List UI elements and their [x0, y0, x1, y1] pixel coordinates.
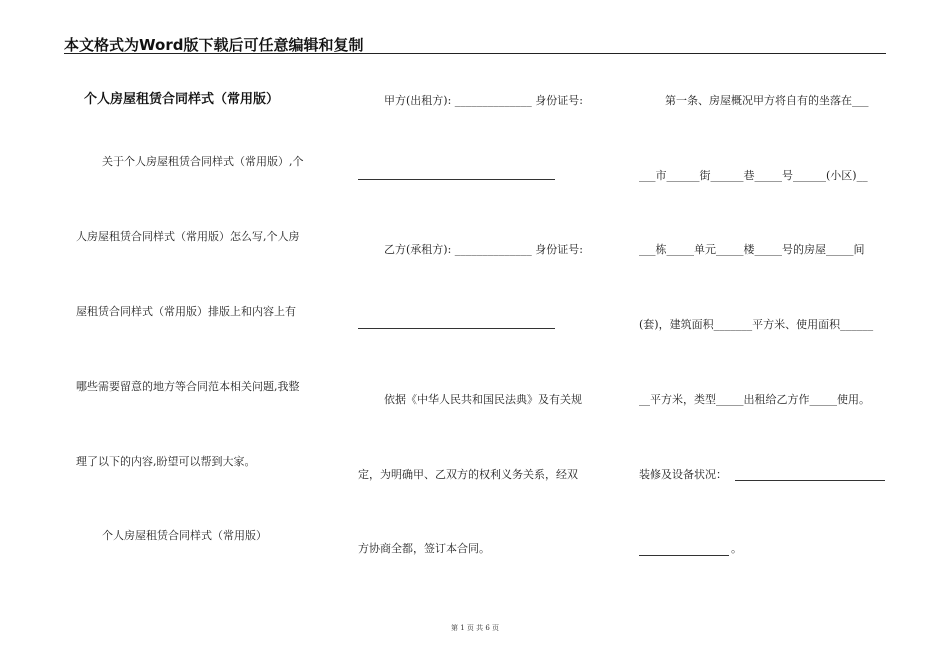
article-1-line-4: (套)，建筑面积_______平方米、使用面积______	[639, 318, 874, 331]
party-b-line: 乙方(承租方): ______________ 身份证号:	[384, 243, 583, 256]
decoration-blank-rule	[735, 480, 885, 481]
basis-line-1: 依据《中华人民共和国民法典》及有关规	[384, 393, 582, 406]
intro-line-5: 理了以下的内容,盼望可以帮到大家。	[76, 455, 256, 468]
party-a-blank-rule	[358, 179, 555, 180]
page-number: 第 1 页 共 6 页	[450, 624, 500, 632]
party-b-blank-rule	[358, 328, 555, 329]
column-3	[639, 0, 889, 672]
party-a-line: 甲方(出租方): ______________ 身份证号:	[384, 94, 583, 107]
column-2	[358, 0, 602, 672]
intro-line-4: 哪些需要留意的地方等合同范本相关问题,我整	[76, 380, 300, 393]
page-header-title: 本文格式为Word版下载后可任意编辑和复制	[64, 36, 364, 54]
intro-line-2: 人房屋租赁合同样式（常用版）怎么写,个人房	[76, 230, 300, 243]
basis-line-3: 方协商全都，签订本合同。	[358, 542, 490, 555]
document-title: 个人房屋租赁合同样式（常用版）	[84, 92, 280, 107]
intro-line-1: 关于个人房屋租赁合同样式（常用版）,个	[102, 155, 304, 168]
article-1-line-3: ___栋_____单元_____楼_____号的房屋_____间	[639, 243, 865, 256]
decoration-label: 装修及设备状况：	[639, 468, 727, 481]
decoration-blank-rule-2	[639, 555, 729, 556]
contract-subtitle: 个人房屋租赁合同样式（常用版）	[102, 529, 267, 542]
article-1-line-5: __平方米，类型_____出租给乙方作_____使用。	[639, 393, 870, 406]
column-1	[76, 0, 322, 672]
article-1-line-2: ___市______街______巷_____号______(小区)__	[639, 169, 868, 182]
decoration-end-mark: 。	[731, 542, 742, 555]
intro-line-3: 屋租赁合同样式（常用版）排版上和内容上有	[76, 305, 296, 318]
basis-line-2: 定，为明确甲、乙双方的权利义务关系，经双	[358, 468, 578, 481]
article-1-line-1: 第一条、房屋概况甲方将自有的坐落在___	[665, 94, 869, 107]
